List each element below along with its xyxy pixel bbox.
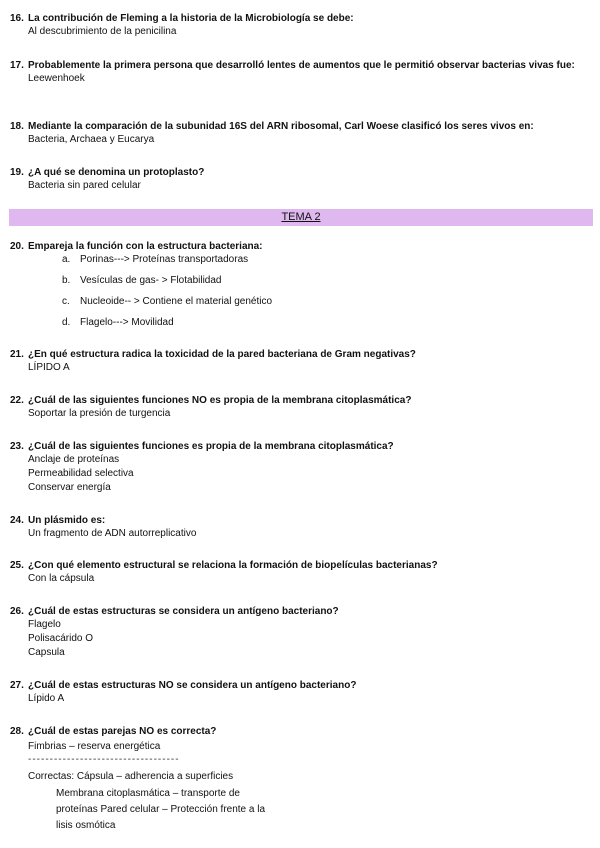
answer: Capsula xyxy=(28,647,65,658)
question-text: Un plásmido es: xyxy=(28,515,106,526)
answer: Soportar la presión de turgencia xyxy=(28,408,171,419)
question-27 xyxy=(10,679,590,706)
question-text: ¿Cuál de estas parejas NO es correcta? xyxy=(28,726,217,737)
list-item xyxy=(62,316,590,330)
question-23 xyxy=(10,440,590,495)
answer: Anclaje de proteínas xyxy=(28,454,120,465)
item-text: Nucleoide-- > Contiene el material genético xyxy=(80,296,273,307)
answer: Fimbrias – reserva energética xyxy=(28,741,161,752)
question-number: 17. xyxy=(10,60,24,71)
list-item xyxy=(62,274,590,288)
question-21 xyxy=(10,348,590,375)
question-number: 24. xyxy=(10,515,24,526)
answer: Leewenhoek xyxy=(28,73,85,84)
list-item xyxy=(62,253,590,267)
correct-label: Correctas: Cápsula – adherencia a superficies xyxy=(28,771,234,782)
question-text: ¿Cuál de estas estructuras se considera un antígeno bacteriano? xyxy=(28,606,339,617)
question-number: 16. xyxy=(10,13,24,24)
question-number: 23. xyxy=(10,441,24,452)
question-16 xyxy=(10,12,590,39)
section-title: TEMA 2 xyxy=(281,211,321,223)
question-number: 26. xyxy=(10,606,24,617)
question-number: 18. xyxy=(10,121,24,132)
item-letter: c. xyxy=(62,296,70,307)
question-18 xyxy=(10,120,590,147)
question-text: ¿En qué estructura radica la toxicidad de la pared bacteriana de Gram negativas? xyxy=(28,349,416,360)
question-text: ¿Cuál de las siguientes funciones es propia de la membrana citoplasmática? xyxy=(28,441,394,452)
question-number: 22. xyxy=(10,395,24,406)
question-22 xyxy=(10,394,590,421)
question-24 xyxy=(10,514,590,541)
answer: Lípido A xyxy=(28,693,65,704)
question-text: Probablemente la primera persona que desarrolló lentes de aumentos que le permitió observar bacterias vivas fue: xyxy=(28,60,575,71)
answer: LÍPIDO A xyxy=(28,362,70,373)
item-letter: d. xyxy=(62,317,71,328)
question-text: Empareja la función con la estructura bacteriana: xyxy=(28,241,263,252)
item-letter: b. xyxy=(62,275,71,286)
question-19 xyxy=(10,166,590,193)
answer: Bacteria, Archaea y Eucarya xyxy=(28,134,155,145)
question-26 xyxy=(10,605,590,660)
answer: Con la cápsula xyxy=(28,573,95,584)
correct-details: Membrana citoplasmática – transporte de proteínas Pared celular – Protección frente a la lisis osmótica xyxy=(56,788,266,831)
answer: Al descubrimiento de la penicilina xyxy=(28,26,177,37)
question-number: 28. xyxy=(10,726,24,737)
item-text: Porinas---> Proteínas transportadoras xyxy=(80,254,249,265)
question-number: 20. xyxy=(10,241,24,252)
question-text: La contribución de Fleming a la historia de la Microbiología se debe: xyxy=(28,13,354,24)
answer: Flagelo xyxy=(28,619,61,630)
question-20 xyxy=(10,240,590,330)
question-number: 25. xyxy=(10,560,24,571)
question-text: ¿Con qué elemento estructural se relaciona la formación de biopelículas bacterianas? xyxy=(28,560,438,571)
question-text: ¿Cuál de estas estructuras NO se considera un antígeno bacteriano? xyxy=(28,680,357,691)
question-number: 21. xyxy=(10,349,24,360)
question-text: ¿Cuál de las siguientes funciones NO es propia de la membrana citoplasmática? xyxy=(28,395,412,406)
question-number: 27. xyxy=(10,680,24,691)
answer: Conservar energía xyxy=(28,482,111,493)
divider-dashes: ----------------------------------- xyxy=(28,754,180,765)
list-item xyxy=(62,295,590,309)
question-text: ¿A qué se denomina un protoplasto? xyxy=(28,167,205,178)
item-text: Flagelo---> Movilidad xyxy=(80,317,174,328)
section-header xyxy=(9,209,593,226)
question-17 xyxy=(10,59,590,86)
item-letter: a. xyxy=(62,254,71,265)
answer: Permeabilidad selectiva xyxy=(28,468,134,479)
question-25 xyxy=(10,559,590,586)
question-number: 19. xyxy=(10,167,24,178)
question-28 xyxy=(10,725,590,834)
answer: Un fragmento de ADN autorreplicativo xyxy=(28,528,197,539)
item-text: Vesículas de gas- > Flotabilidad xyxy=(80,275,222,286)
question-text: Mediante la comparación de la subunidad 16S del ARN ribosomal, Carl Woese clasificó los seres vivos en: xyxy=(28,121,534,132)
answer: Polisacárido O xyxy=(28,633,94,644)
answer: Bacteria sin pared celular xyxy=(28,180,141,191)
